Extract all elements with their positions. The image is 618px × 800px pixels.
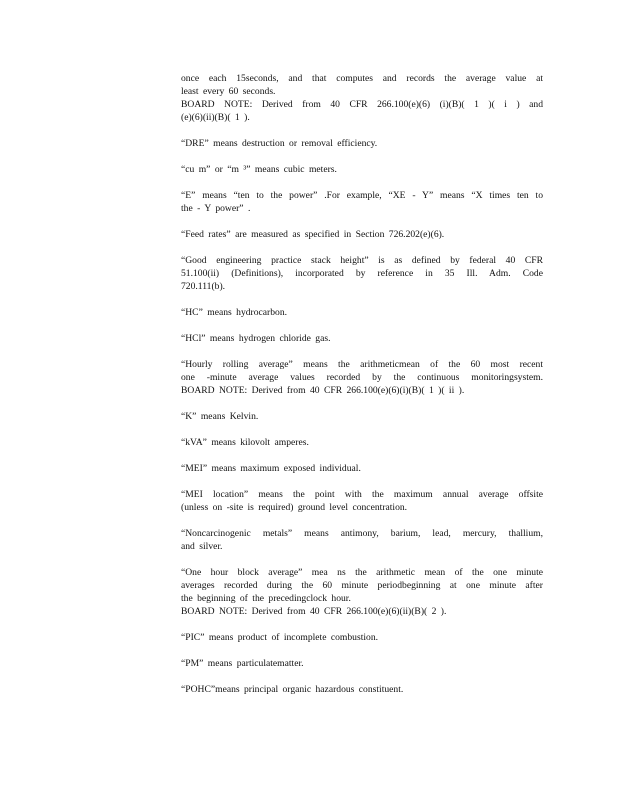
definition-pm [181, 657, 543, 670]
definition-pic [181, 631, 543, 644]
text-line: “Good engineering practice stack height” is as defined by federal 40 CFR [181, 255, 543, 266]
text-line: BOARD NOTE: Derived from 40 CFR 266.100(e)(6)(ii)(B)( 2 ). [181, 606, 447, 617]
definition-dre [181, 137, 543, 150]
text-line: least every 60 seconds. [181, 86, 276, 97]
text-line: 720.111(b). [181, 281, 226, 292]
text-line: 51.100(ii) (Definitions), incorporated by reference in 35 Ill. Adm. Code [181, 268, 543, 279]
definition-noncarcinogenic-metals [181, 527, 543, 553]
text-line: the beginning of the precedingclock hour. [181, 593, 351, 604]
definition-kva [181, 436, 543, 449]
text-line: BOARD NOTE: Derived from 40 CFR 266.100(e)(6) (i)(B)( 1 )( i ) and [181, 99, 543, 110]
definition-mei [181, 462, 543, 475]
continuation-paragraph [181, 72, 543, 124]
definition-k [181, 410, 543, 423]
definition-pohc [181, 683, 543, 696]
text-line: “PIC” means product of incomplete combustion. [181, 632, 379, 643]
definitions-section [181, 72, 543, 709]
text-line: “HCl” means hydrogen chloride gas. [181, 333, 331, 344]
text-line: “MEI location” means the point with the maximum annual average offsite [181, 489, 543, 500]
text-line: “K” means Kelvin. [181, 411, 259, 422]
definition-cu-m [181, 163, 543, 176]
text-line: “cu m” or “m ³” means cubic meters. [181, 164, 337, 175]
text-line: “kVA” means kilovolt amperes. [181, 437, 309, 448]
text-line: “Noncarcinogenic metals” means antimony, barium, lead, mercury, thallium, [181, 528, 543, 539]
text-line: once each 15seconds, and that computes and records the average value at [181, 73, 543, 84]
text-line: “MEI” means maximum exposed individual. [181, 463, 361, 474]
definition-hcl [181, 332, 543, 345]
text-line: the - Y power” . [181, 203, 251, 214]
text-line: (e)(6)(ii)(B)( 1 ). [181, 112, 250, 123]
text-line: “Feed rates” are measured as specified in Section 726.202(e)(6). [181, 229, 445, 240]
definition-mei-location [181, 488, 543, 514]
text-line: BOARD NOTE: Derived from 40 CFR 266.100(e)(6)(i)(B)( 1 )( ii ). [181, 385, 465, 396]
text-line: “HC” means hydrocarbon. [181, 307, 288, 318]
definition-feed-rates [181, 228, 543, 241]
definition-hourly-rolling-average [181, 358, 543, 397]
text-line: and silver. [181, 541, 223, 552]
text-line: “POHC”means principal organic hazardous constituent. [181, 684, 404, 695]
text-line: “Hourly rolling average” means the arithmeticmean of the 60 most recent [181, 359, 543, 370]
text-line: averages recorded during the 60 minute periodbeginning at one minute after [181, 580, 543, 591]
text-line: one -minute average values recorded by the continuous monitoringsystem. [181, 372, 543, 383]
definition-e [181, 189, 543, 215]
definition-hc [181, 306, 543, 319]
text-line: (unless on -site is required) ground level concentration. [181, 502, 408, 513]
definition-good-engineering [181, 254, 543, 293]
text-line: “DRE” means destruction or removal efficiency. [181, 138, 378, 149]
text-line: “One hour block average” mea ns the arithmetic mean of the one minute [181, 567, 543, 578]
text-line: “PM” means particulatematter. [181, 658, 304, 669]
definition-one-hour-block-average [181, 566, 543, 618]
text-line: “E” means “ten to the power” .For example, “XE - Y” means “X times ten to [181, 190, 543, 201]
